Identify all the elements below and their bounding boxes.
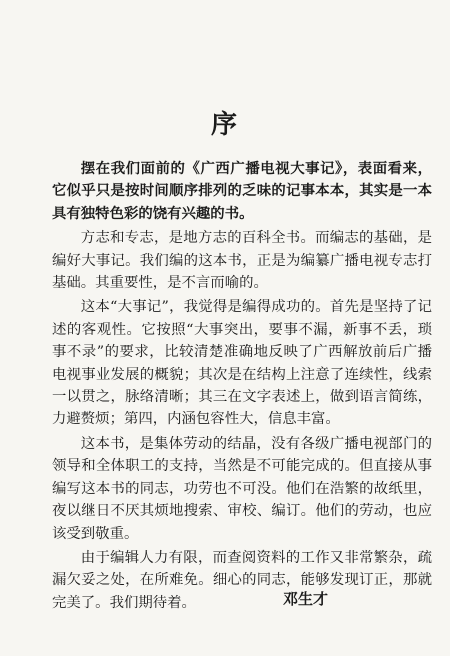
paragraph-2: 方志和专志，是地方志的百科全书。而编志的基础，是编好大事记。我们编的这本书，正是为编纂广播电视专志打基础。其重要性，是不言而喻的。 (52, 230, 432, 292)
paragraph-1: 摆在我们面前的《广西广播电视大事记》，表面看来，它似乎只是按时间顺序排列的乏味的记事本本，其实是一本具有独特色彩的饶有兴趣的书。 (52, 160, 432, 222)
paragraph-5: 由于编辑人力有限，而查阅资料的工作又非常繁杂，疏漏欠妥之处，在所难免。细心的同志，能够发现订正，那就完美了。我们期待着。 (52, 549, 432, 611)
paragraph-4: 这本书，是集体劳动的结晶，没有各级广播电视部门的领导和全体职工的支持，当然是不可能完成的。但直接从事编写这本书的同志，功劳也不可没。他们在浩繁的故纸里，夜以继日不厌其烦地搜索、审校、编订。他们的劳动，也应该受到敬重。 (52, 435, 432, 542)
author-signature: 邓生才 (283, 590, 329, 608)
preface-body (52, 158, 432, 616)
page-title: 序 (210, 110, 239, 140)
paragraph-3: 这本“大事记”，我觉得是编得成功的。首先是坚持了记述的客观性。它按照“大事突出，要事不漏，新事不丢，琐事不录”的要求，比较清楚准确地反映了广西解放前后广播电视事业发展的概貌；其次是在结构上注意了连续性，线索一以贯之，脉络清晰；其三在文字表述上，做到语言简练，力避赘烦；第四，内涵包容性大，信息丰富。 (52, 299, 432, 428)
